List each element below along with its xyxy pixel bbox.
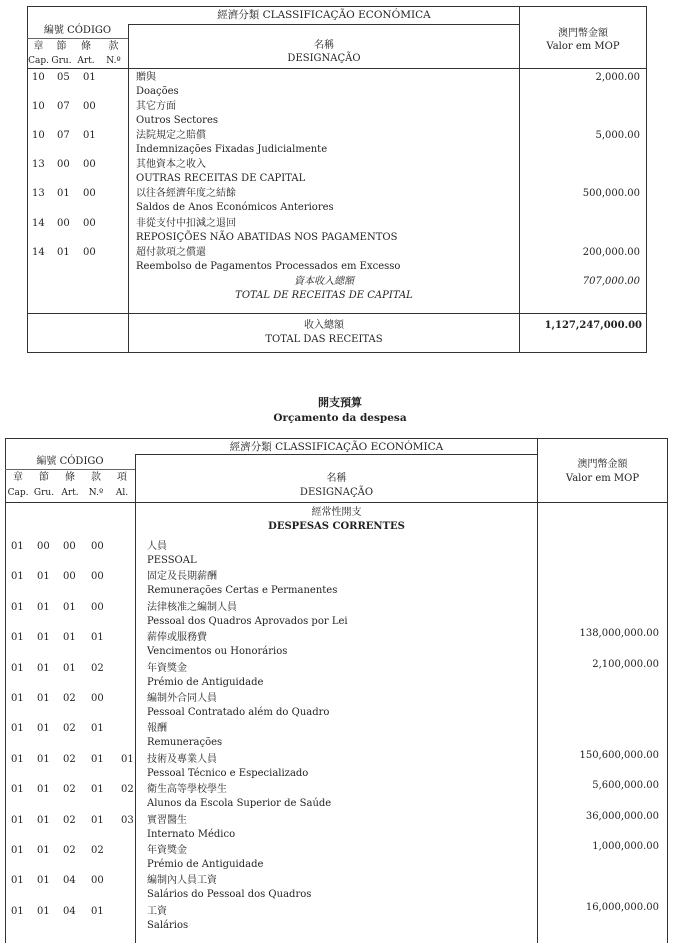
code-cell: 00 <box>91 602 104 613</box>
col-zh: 項 <box>117 472 127 483</box>
designation-zh: 人員 <box>147 541 167 552</box>
code-cell: 01 <box>37 602 50 613</box>
code-cell: 00 <box>91 875 104 886</box>
current-expenses-heading-zh: 經常性開支 <box>311 507 362 518</box>
value-zh-header: 澳門幣金額 <box>577 459 628 470</box>
code-cell: 01 <box>11 723 24 734</box>
designation-pt-header: DESIGNAÇÃO <box>287 53 361 64</box>
col-pt: Art. <box>77 56 95 66</box>
code-cell: 02 <box>91 845 104 856</box>
section-title-pt: Orçamento da despesa <box>273 412 407 424</box>
value-cell: 5,600,000.00 <box>592 780 659 791</box>
designation-pt: Pessoal Contratado além do Quadro <box>147 707 330 718</box>
value-pt-header: Valor em MOP <box>546 41 620 52</box>
designation-pt: Vencimentos ou Honorários <box>147 646 288 657</box>
designation-zh: 實習醫生 <box>147 815 187 826</box>
code-cell: 01 <box>37 723 50 734</box>
code-cell: 01 <box>37 784 50 795</box>
total-receipts-value: 1,127,247,000.00 <box>544 320 642 331</box>
code-cell: 01 <box>37 815 50 826</box>
code-cell: 00 <box>91 571 104 582</box>
code-cell: 00 <box>63 571 76 582</box>
capital-subtotal-zh: 資本收入總額 <box>294 276 354 287</box>
total-receipts-zh: 收入總額 <box>304 320 344 331</box>
value-cell: 16,000,000.00 <box>585 902 659 913</box>
code-cell: 01 <box>37 906 50 917</box>
section-title-zh: 開支預算 <box>318 396 362 409</box>
code-cell: 02 <box>63 815 76 826</box>
code-cell: 01 <box>37 693 50 704</box>
col-pt: Al. <box>115 488 129 498</box>
code-cell: 01 <box>37 754 50 765</box>
code-cell: 01 <box>11 663 24 674</box>
col-pt: Art. <box>61 488 79 498</box>
code-cell: 00 <box>63 541 76 552</box>
code-cell: 01 <box>11 845 24 856</box>
code-cell: 03 <box>121 815 134 826</box>
code-cell: 01 <box>11 784 24 795</box>
designation-pt: Remunerações <box>147 737 223 748</box>
designation-pt: Salários <box>147 920 189 931</box>
code-cell: 02 <box>91 663 104 674</box>
capital-subtotal-value: 707,000.00 <box>582 276 640 287</box>
code-cell: 01 <box>91 754 104 765</box>
value-zh-header: 澳門幣金額 <box>558 28 608 39</box>
value-cell: 2,100,000.00 <box>592 659 659 670</box>
code-cell: 01 <box>63 602 76 613</box>
designation-zh-header: 名稱 <box>314 40 334 51</box>
designation-zh: 法律核准之編制人員 <box>147 602 237 613</box>
designation-pt: Pessoal Técnico e Especializado <box>147 768 309 779</box>
col-pt: Gru. <box>51 56 72 66</box>
code-cell: 01 <box>91 723 104 734</box>
code-cell: 01 <box>121 754 134 765</box>
current-expenses-heading-pt: DESPESAS CORRENTES <box>268 521 405 532</box>
capital-subtotal-pt: TOTAL DE RECEITAS DE CAPITAL <box>235 290 413 301</box>
code-cell: 00 <box>37 541 50 552</box>
classification-header: 經濟分類 CLASSIFICAÇÃO ECONÓMICA <box>217 9 431 21</box>
designation-pt: Alunos da Escola Superior de Saúde <box>147 798 332 809</box>
code-cell: 02 <box>63 784 76 795</box>
value-pt-header: Valor em MOP <box>565 473 640 484</box>
code-cell: 01 <box>11 693 24 704</box>
designation-pt: Prémio de Antiguidade <box>147 859 264 870</box>
designation-zh-header: 名稱 <box>326 473 347 484</box>
code-cell: 01 <box>11 571 24 582</box>
col-pt: N.º <box>106 56 121 66</box>
classification-header: 經濟分類 CLASSIFICAÇÃO ECONÓMICA <box>229 441 444 453</box>
col-zh: 款 <box>91 472 101 483</box>
designation-zh: 年資獎金 <box>147 663 187 674</box>
code-cell: 02 <box>63 723 76 734</box>
code-cell: 01 <box>11 632 24 643</box>
col-pt: Cap. <box>28 56 49 66</box>
designation-zh: 報酬 <box>147 723 167 734</box>
code-cell: 04 <box>63 875 76 886</box>
code-cell: 01 <box>11 541 24 552</box>
code-cell: 01 <box>37 875 50 886</box>
col-zh: 條 <box>81 41 91 52</box>
code-cell: 01 <box>91 784 104 795</box>
total-receipts-pt: TOTAL DAS RECEITAS <box>265 334 383 345</box>
designation-pt-header: DESIGNAÇÃO <box>299 487 374 498</box>
designation-pt: Internato Médico <box>147 829 236 840</box>
code-cell: 02 <box>63 845 76 856</box>
code-cell: 01 <box>11 875 24 886</box>
designation-pt: Remunerações Certas e Permanentes <box>147 585 338 596</box>
designation-zh: 工資 <box>147 906 167 917</box>
value-cell: 138,000,000.00 <box>579 628 659 639</box>
code-cell: 01 <box>91 815 104 826</box>
code-cell: 02 <box>121 784 134 795</box>
code-cell: 01 <box>11 906 24 917</box>
value-cell: 150,600,000.00 <box>579 750 659 761</box>
col-zh: 節 <box>39 472 49 483</box>
col-pt: Gru. <box>33 488 55 498</box>
code-cell: 01 <box>11 815 24 826</box>
col-pt: N.º <box>88 488 104 498</box>
col-zh: 節 <box>56 41 67 52</box>
code-cell: 01 <box>63 663 76 674</box>
code-cell: 00 <box>91 541 104 552</box>
designation-zh: 編制內人員工資 <box>147 875 217 886</box>
designation-zh: 編制外合同人員 <box>147 693 217 704</box>
code-cell: 01 <box>11 602 24 613</box>
code-cell: 00 <box>91 693 104 704</box>
col-zh: 條 <box>65 472 75 483</box>
designation-pt: PESSOAL <box>147 555 197 566</box>
code-cell: 01 <box>37 571 50 582</box>
code-header: 編號 CÓDIGO <box>36 456 104 467</box>
col-pt: Cap. <box>7 488 29 498</box>
designation-zh: 年資獎金 <box>147 845 187 856</box>
code-cell: 01 <box>63 632 76 643</box>
designation-pt: Pessoal dos Quadros Aprovados por Lei <box>147 616 348 627</box>
designation-pt: Prémio de Antiguidade <box>147 677 264 688</box>
code-cell: 01 <box>91 632 104 643</box>
code-cell: 01 <box>37 663 50 674</box>
code-cell: 01 <box>37 632 50 643</box>
col-zh: 章 <box>33 41 44 52</box>
value-cell: 1,000,000.00 <box>592 841 659 852</box>
designation-zh: 固定及長期薪酬 <box>147 571 217 582</box>
code-cell: 01 <box>91 906 104 917</box>
designation-zh: 技術及專業人員 <box>147 754 217 765</box>
code-cell: 01 <box>11 754 24 765</box>
code-cell: 02 <box>63 754 76 765</box>
designation-zh: 薪俸或服務費 <box>147 632 207 643</box>
value-cell: 36,000,000.00 <box>585 811 659 822</box>
code-cell: 02 <box>63 693 76 704</box>
code-cell: 04 <box>63 906 76 917</box>
col-zh: 章 <box>13 472 23 483</box>
designation-pt: Salários do Pessoal dos Quadros <box>147 889 312 900</box>
code-cell: 01 <box>37 845 50 856</box>
designation-zh: 衛生高等學校學生 <box>147 784 227 795</box>
code-header: 編號 CÓDIGO <box>43 25 112 36</box>
col-zh: 款 <box>108 41 119 52</box>
